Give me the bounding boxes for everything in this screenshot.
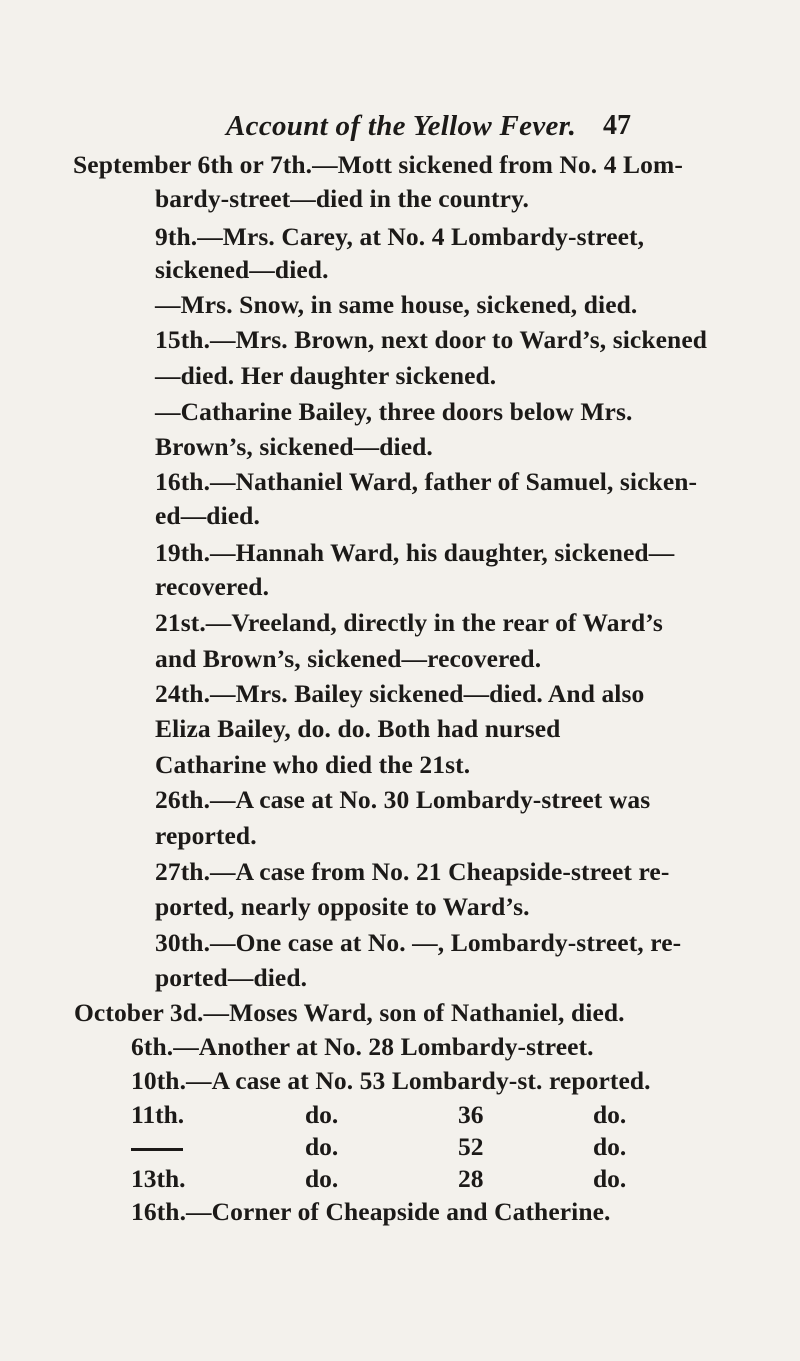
- ditto-dash-rule: [131, 1148, 183, 1151]
- entry-line: Brown’s, sickened—died.: [155, 432, 433, 461]
- entry-line: —Catharine Bailey, three doors below Mrs.: [155, 397, 633, 426]
- running-title: Account of the Yellow Fever.: [226, 110, 577, 142]
- entry-line: —died. Her daughter sickened.: [155, 361, 497, 390]
- entry-line: —Mrs. Snow, in same house, sickened, died.: [155, 290, 638, 319]
- table-ditto: do.: [305, 1100, 339, 1129]
- entry-line: 19th.—Hannah Ward, his daughter, sickened—: [155, 538, 675, 567]
- table-number: 52: [458, 1132, 484, 1161]
- entry-line-final: 16th.—Corner of Cheapside and Catherine.: [131, 1197, 611, 1226]
- entry-line: ported—died.: [155, 963, 308, 992]
- entry-line: Eliza Bailey, do. do. Both had nursed: [155, 714, 561, 743]
- entry-line: September 6th or 7th.—Mott sickened from No. 4 Lom-: [73, 150, 683, 179]
- entry-line: ed—died.: [155, 501, 260, 530]
- table-number: 36: [458, 1100, 484, 1129]
- entry-line: October 3d.—Moses Ward, son of Nathaniel, died.: [74, 998, 625, 1027]
- entry-line: bardy-street—died in the country.: [155, 184, 529, 213]
- entry-line: 24th.—Mrs. Bailey sickened—died. And also: [155, 679, 645, 708]
- entry-line: Catharine who died the 21st.: [155, 750, 471, 779]
- table-date: 11th.: [131, 1100, 185, 1129]
- entry-line: 16th.—Nathaniel Ward, father of Samuel, sicken-: [155, 467, 698, 496]
- entry-line: reported.: [155, 821, 257, 850]
- entry-line: 27th.—A case from No. 21 Cheapside-street re-: [155, 857, 670, 886]
- table-ditto: do.: [305, 1132, 339, 1161]
- entry-line: 15th.—Mrs. Brown, next door to Ward’s, sickened: [155, 325, 708, 354]
- entry-line: recovered.: [155, 572, 270, 601]
- entry-line: ported, nearly opposite to Ward’s.: [155, 892, 530, 921]
- entry-line: sickened—died.: [155, 255, 329, 284]
- entry-line: 26th.—A case at No. 30 Lombardy-street was: [155, 785, 651, 814]
- table-ditto: do.: [593, 1164, 627, 1193]
- entry-line: 6th.—Another at No. 28 Lombardy-street.: [131, 1032, 594, 1061]
- entry-line: 30th.—One case at No. —, Lombardy-street, re-: [155, 928, 682, 957]
- page-number: 47: [603, 110, 631, 141]
- entry-line: and Brown’s, sickened—recovered.: [155, 644, 542, 673]
- entry-line: 10th.—A case at No. 53 Lombardy-st. reported.: [131, 1066, 651, 1095]
- page-header: [0, 110, 800, 150]
- table-ditto: do.: [593, 1100, 627, 1129]
- table-ditto: do.: [305, 1164, 339, 1193]
- table-number: 28: [458, 1164, 484, 1193]
- entry-line: 9th.—Mrs. Carey, at No. 4 Lombardy-street,: [155, 222, 645, 251]
- entry-line: 21st.—Vreeland, directly in the rear of Ward’s: [155, 608, 663, 637]
- table-ditto: do.: [593, 1132, 627, 1161]
- table-date: 13th.: [131, 1164, 186, 1193]
